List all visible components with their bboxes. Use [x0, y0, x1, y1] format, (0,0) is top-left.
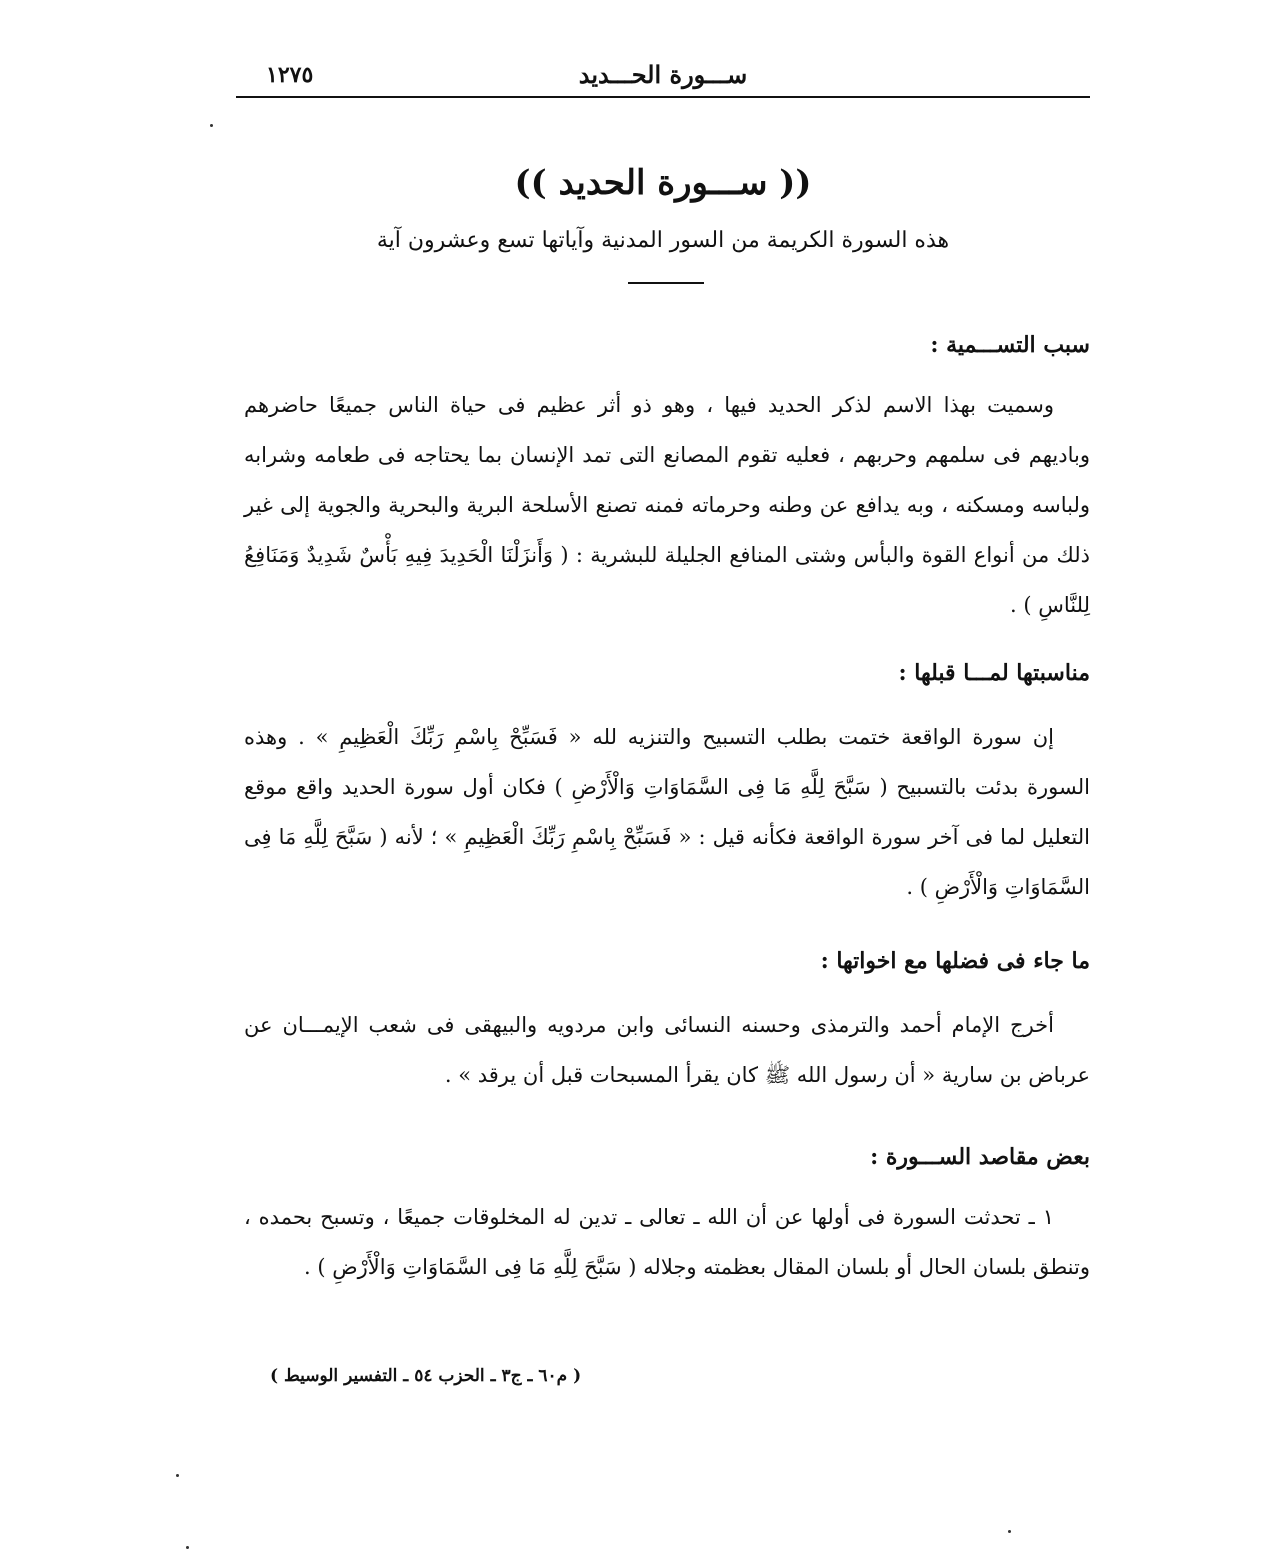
running-header [236, 60, 1090, 94]
scan-speck [186, 1546, 189, 1549]
section-heading-naming: سبب التســـمية : [930, 332, 1090, 358]
section-paragraph-relation: إن سورة الواقعة ختمت بطلب التسبيح والتنزيه لله « فَسَبِّحْ بِاسْمِ رَبِّكَ الْعَظِيمِ » . وهذه السورة بدئت بالتسبيح ( سَبَّحَ لِلَّهِ مَا فِى السَّمَاوَاتِ وَالْأَرْضِ ) فكان أول سورة الحديد واقع موقع التعليل لما فى آخر سورة الواقعة فكأنه قيل : « فَسَبِّحْ بِاسْمِ رَبِّكَ الْعَظِيمِ » ؛ لأنه ( سَبَّحَ لِلَّهِ مَا فِى السَّمَاوَاتِ وَالْأَرْضِ ) . [244, 725, 1090, 899]
header-rule [236, 96, 1090, 98]
running-title: ســـورة الحـــديد [578, 60, 748, 89]
scan-speck [1008, 1530, 1011, 1533]
section-heading-virtues: ما جاء فى فضلها مع اخواتها : [820, 948, 1090, 974]
section-paragraph-virtues: أخرج الإمام أحمد والترمذى وحسنه النسائى وابن مردويه والبيهقى فى شعب الإيمـــان عن عرباض بن سارية « أن رسول الله ﷺ كان يقرأ المسبحات قبل أن يرقد » . [244, 1013, 1090, 1087]
surah-title: (( ســـورة الحديد )) [514, 163, 812, 203]
section-paragraph-naming: وسميت بهذا الاسم لذكر الحديد فيها ، وهو ذو أثر عظيم فى حياة الناس جميعًا حاضرهم وباديهم فى سلمهم وحربهم ، فعليه تقوم المصانع التى تمد الإنسان بما يحتاجه فى طعامه وشرابه ولباسه ومسكنه ، وبه يدافع عن وطنه وحرماته فمنه تصنع الأسلحة البرية والبحرية والجوية إلى غير ذلك من أنواع القوة والبأس وشتى المنافع الجليلة للبشرية : ( وَأَنزَلْنَا الْحَدِيدَ فِيهِ بَأْسٌ شَدِيدٌ وَمَنَافِعُ لِلنَّاسِ ) . [244, 393, 1090, 617]
surah-subtitle: هذه السورة الكريمة من السور المدنية وآياتها تسع وعشرون آية [376, 228, 950, 253]
section-heading-aims: بعض مقاصد الســـورة : [870, 1144, 1090, 1170]
scan-speck [176, 1474, 179, 1477]
section-paragraph-aims: ١ ـ تحدثت السورة فى أولها عن أن الله ـ تعالى ـ تدين له المخلوقات جميعًا ، وتسبح بحمده ، وتنطق بلسان الحال أو بلسان المقال بعظمته وجلاله ( سَبَّحَ لِلَّهِ مَا فِى السَّمَاوَاتِ وَالْأَرْضِ ) . [244, 1205, 1090, 1279]
footer-note: ( م٦٠ ـ ج٣ ـ الحزب ٥٤ ـ التفسير الوسيط ) [270, 1366, 582, 1386]
section-heading-relation: مناسبتها لمـــا قبلها : [898, 660, 1090, 686]
title-divider [628, 282, 704, 284]
page-number: ١٢٧٥ [266, 62, 314, 88]
scan-speck [210, 124, 213, 127]
